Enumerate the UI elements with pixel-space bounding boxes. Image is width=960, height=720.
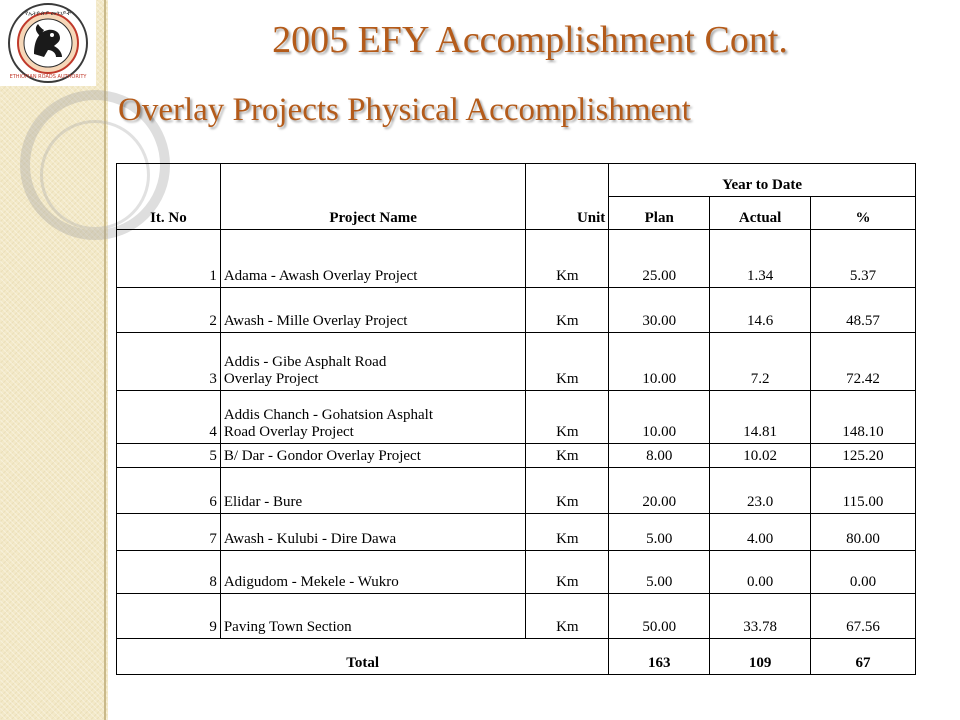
cell-plan: 50.00: [609, 594, 710, 639]
table-row: [117, 391, 916, 444]
ethiopian-roads-authority-logo: [4, 2, 92, 84]
header-it-no: It. No: [117, 164, 221, 230]
cell-project-name: [220, 391, 526, 444]
cell-plan: 5.00: [609, 551, 710, 594]
cell-project-name: [220, 594, 526, 639]
cell-plan: 5.00: [609, 514, 710, 551]
cell-percent: 67.56: [811, 594, 916, 639]
cell-total-plan: 163: [609, 639, 710, 675]
accomplishment-table: [116, 163, 916, 675]
cell-percent: 80.00: [811, 514, 916, 551]
cell-project-name: [220, 288, 526, 333]
cell-project-name: [220, 468, 526, 514]
table-row: [117, 333, 916, 391]
cell-unit: Km: [526, 514, 609, 551]
cell-actual: 7.2: [710, 333, 811, 391]
header-year-to-date: Year to Date: [609, 164, 916, 197]
project-name-line1: Addis Chanch - Gohatsion Asphalt: [223, 407, 433, 423]
table-row: [117, 551, 916, 594]
project-name-text: Elidar - Bure: [223, 494, 303, 510]
cell-percent: 115.00: [811, 468, 916, 514]
cell-unit: Km: [526, 333, 609, 391]
logo-container: [0, 0, 96, 86]
cell-actual: 33.78: [710, 594, 811, 639]
cell-plan: 30.00: [609, 288, 710, 333]
cell-plan: 20.00: [609, 468, 710, 514]
cell-actual: 14.81: [710, 391, 811, 444]
project-name-text: B/ Dar - Gondor Overlay Project: [223, 448, 421, 464]
table-row: [117, 444, 916, 468]
project-name-text: Paving Town Section: [223, 619, 352, 635]
page-title: 2005 EFY Accomplishment Cont.: [272, 19, 788, 61]
cell-unit: Km: [526, 391, 609, 444]
cell-percent: 0.00: [811, 551, 916, 594]
cell-it-no: 3: [117, 333, 221, 391]
cell-actual: 1.34: [710, 230, 811, 288]
table-total-row: [117, 639, 916, 675]
svg-text:ETHIOPIAN ROADS AUTHORITY: ETHIOPIAN ROADS AUTHORITY: [9, 74, 87, 80]
cell-total-label: Total: [117, 639, 609, 675]
cell-unit: Km: [526, 444, 609, 468]
cell-unit: Km: [526, 288, 609, 333]
project-name-line1: Addis - Gibe Asphalt Road: [223, 354, 387, 370]
header-project-name: Project Name: [220, 164, 526, 230]
project-name-text: Awash - Kulubi - Dire Dawa: [223, 531, 397, 547]
cell-percent: 5.37: [811, 230, 916, 288]
table-row: [117, 288, 916, 333]
cell-percent: 148.10: [811, 391, 916, 444]
cell-unit: Km: [526, 551, 609, 594]
cell-percent: 48.57: [811, 288, 916, 333]
cell-total-percent: 67: [811, 639, 916, 675]
cell-unit: Km: [526, 230, 609, 288]
cell-it-no: 5: [117, 444, 221, 468]
cell-plan: 10.00: [609, 391, 710, 444]
project-name-text: Adigudom - Mekele - Wukro: [223, 574, 399, 590]
cell-it-no: 2: [117, 288, 221, 333]
project-name-text: Awash - Mille Overlay Project: [223, 313, 408, 329]
cell-it-no: 8: [117, 551, 221, 594]
cell-percent: 125.20: [811, 444, 916, 468]
header-actual: Actual: [710, 197, 811, 230]
table-header-row: [117, 164, 916, 197]
project-name-line2: Overlay Project: [223, 371, 319, 387]
svg-text:የኢትዮጵያ መንገዶች: የኢትዮጵያ መንገዶች: [25, 10, 71, 17]
cell-plan: 10.00: [609, 333, 710, 391]
cell-it-no: 6: [117, 468, 221, 514]
project-name-line2: Road Overlay Project: [223, 424, 354, 440]
cell-unit: Km: [526, 468, 609, 514]
cell-actual: 10.02: [710, 444, 811, 468]
cell-project-name: [220, 444, 526, 468]
cell-it-no: 1: [117, 230, 221, 288]
table-row: [117, 230, 916, 288]
cell-total-actual: 109: [710, 639, 811, 675]
cell-actual: 23.0: [710, 468, 811, 514]
cell-actual: 0.00: [710, 551, 811, 594]
cell-actual: 4.00: [710, 514, 811, 551]
cell-percent: 72.42: [811, 333, 916, 391]
table-row: [117, 514, 916, 551]
table-row: [117, 468, 916, 514]
cell-project-name: [220, 514, 526, 551]
project-name-text: Adama - Awash Overlay Project: [223, 268, 418, 284]
header-percent: %: [811, 197, 916, 230]
cell-unit: Km: [526, 594, 609, 639]
cell-plan: 8.00: [609, 444, 710, 468]
cell-project-name: [220, 333, 526, 391]
cell-it-no: 9: [117, 594, 221, 639]
cell-plan: 25.00: [609, 230, 710, 288]
cell-project-name: [220, 230, 526, 288]
cell-project-name: [220, 551, 526, 594]
cell-it-no: 4: [117, 391, 221, 444]
header-plan: Plan: [609, 197, 710, 230]
cell-actual: 14.6: [710, 288, 811, 333]
header-unit: Unit: [526, 164, 609, 230]
table-row: [117, 594, 916, 639]
cell-it-no: 7: [117, 514, 221, 551]
page-subtitle: Overlay Projects Physical Accomplishment: [118, 92, 691, 128]
